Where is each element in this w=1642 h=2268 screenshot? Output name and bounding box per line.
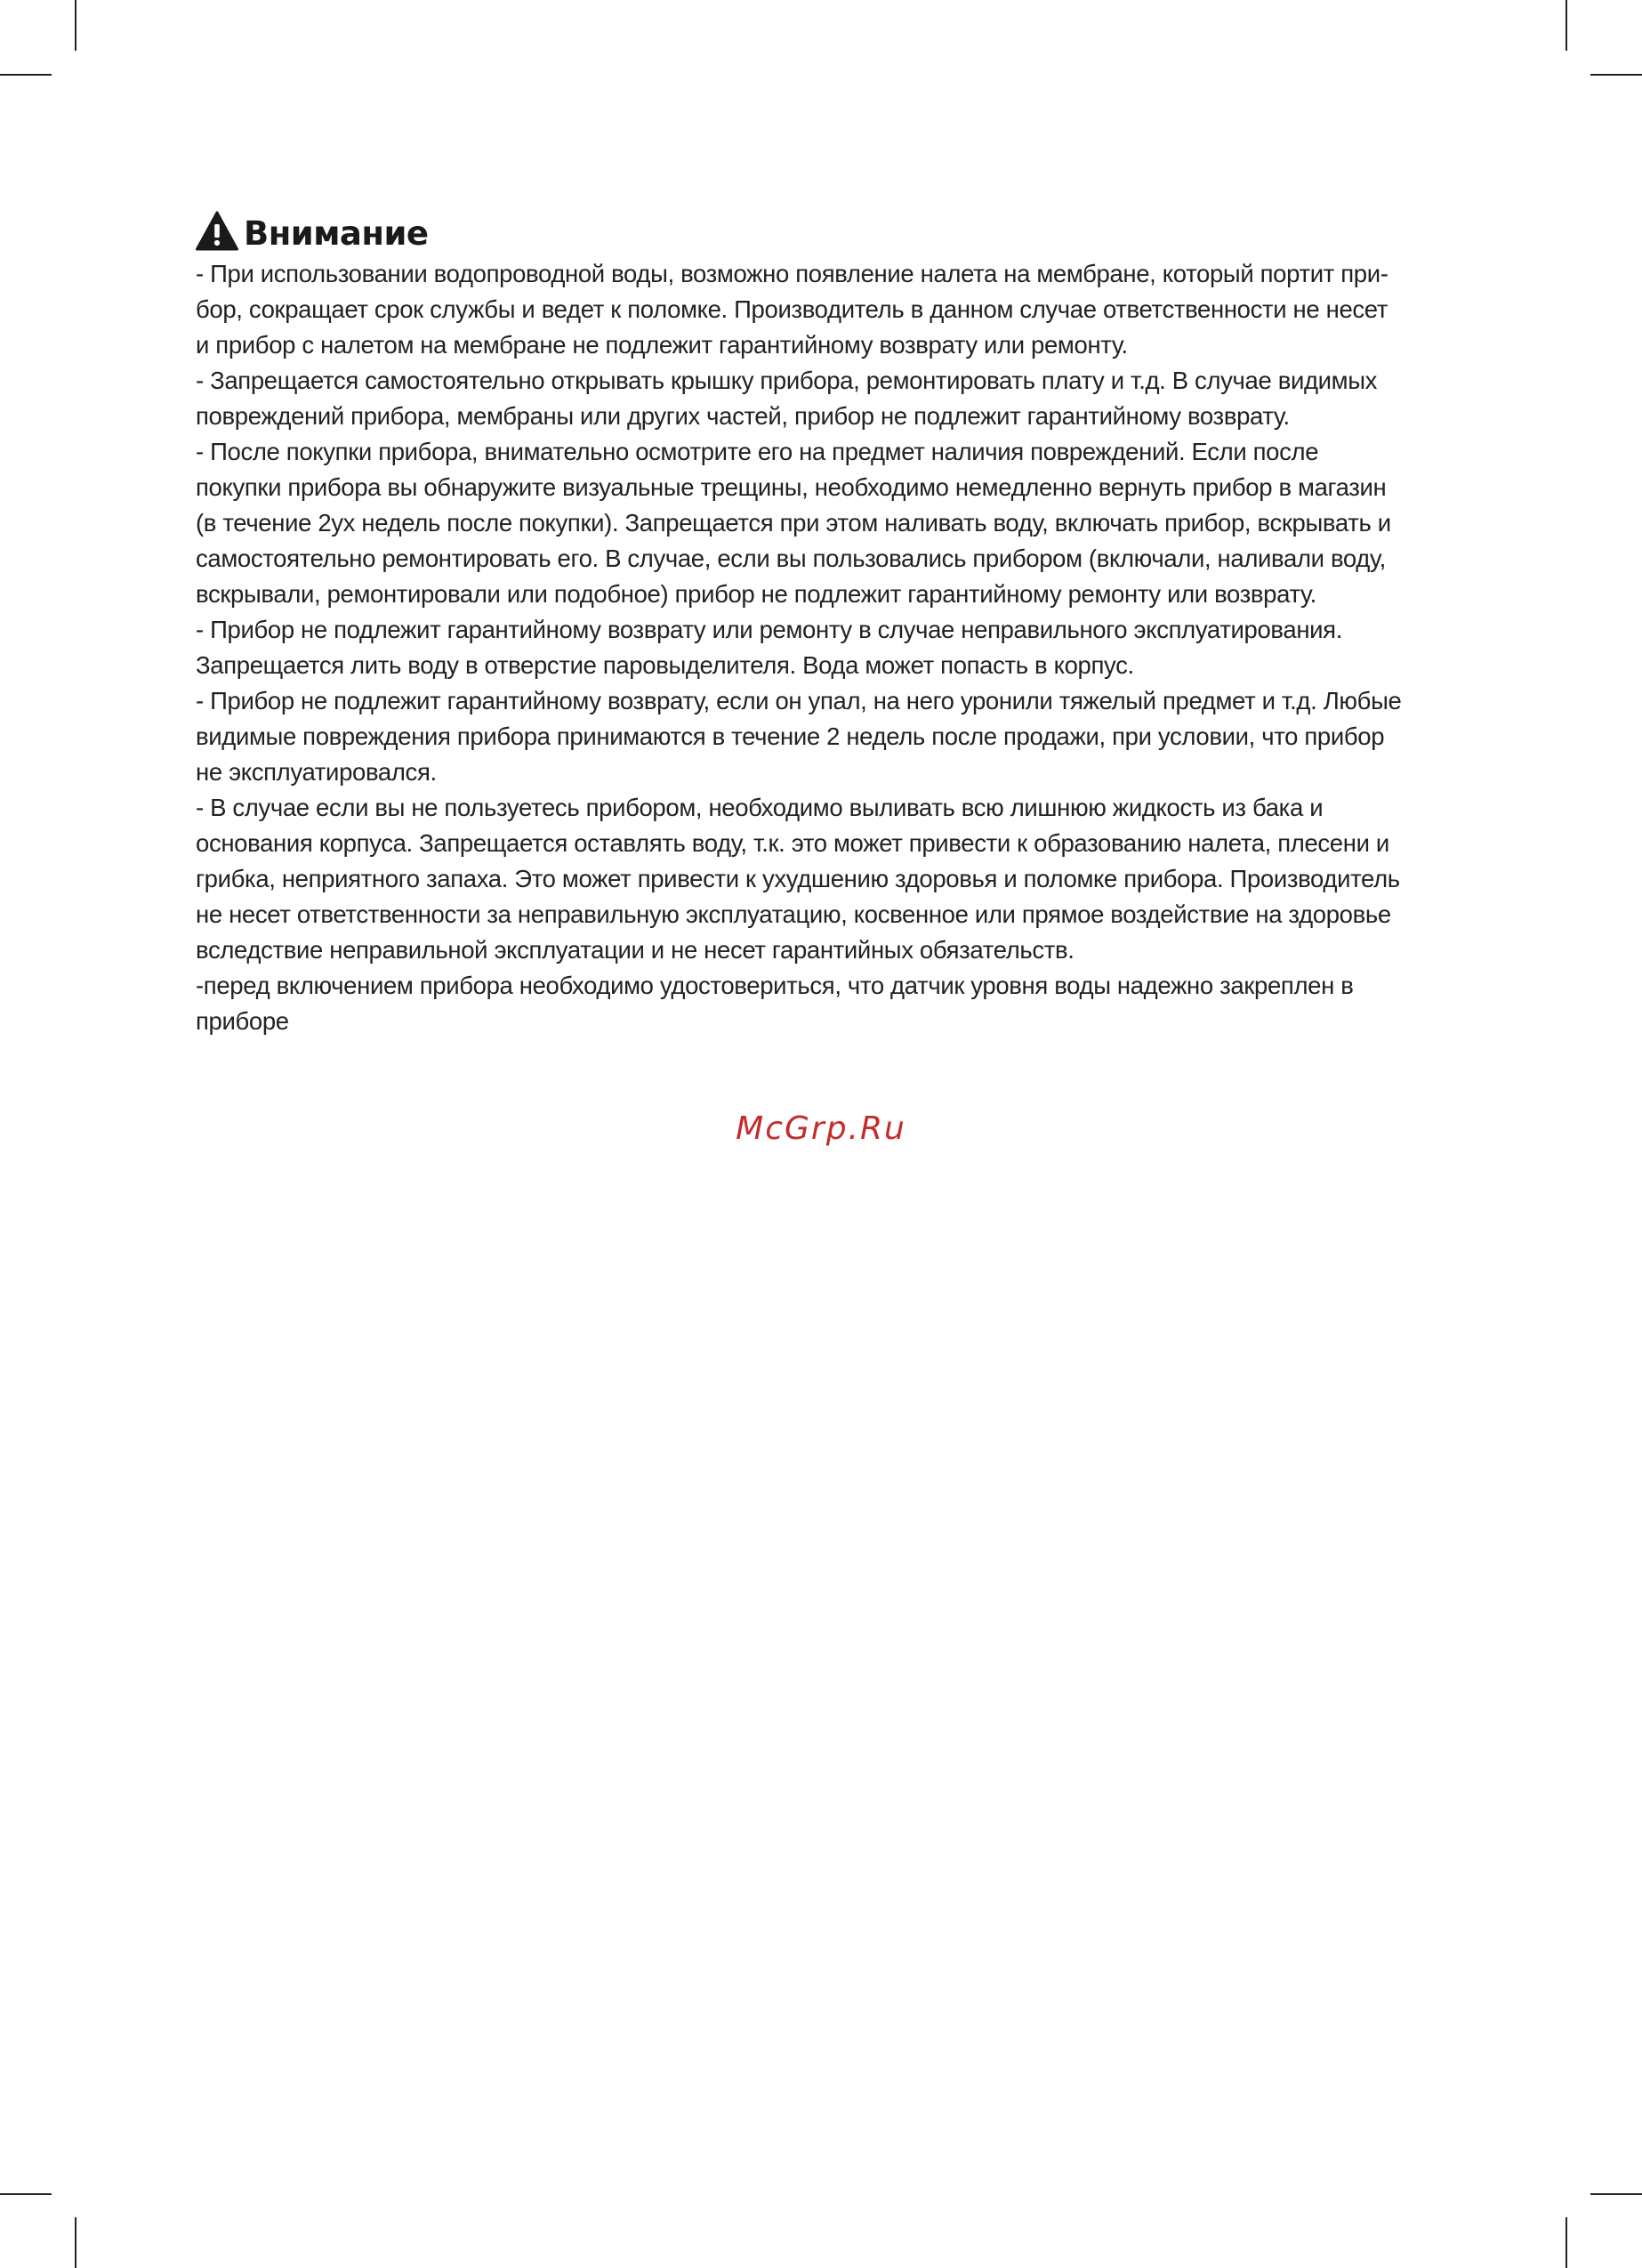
body-line: и прибор с налетом на мембране не подлежит гарантийному возврату или ремонту.: [196, 331, 1128, 359]
body-line: - При использовании водопроводной воды, возможно появление налета на мембране, который портит при-: [196, 260, 1388, 287]
body-line: приборе: [196, 1007, 289, 1035]
body-line: вскрывали, ремонтировали или подобное) прибор не подлежит гарантийному ремонту или возврату.: [196, 580, 1316, 608]
warning-heading: [196, 206, 1441, 256]
body-line: Запрещается лить воду в отверстие паровыделителя. Вода может попасть в корпус.: [196, 651, 1134, 679]
body-line: -перед включением прибора необходимо удостовериться, что датчик уровня воды надежно закреплен в: [196, 972, 1354, 999]
body-line: - В случае если вы не пользуетесь прибором, необходимо выливать всю лишнюю жидкость из бака и: [196, 794, 1324, 821]
warning-section: [196, 206, 1441, 1039]
body-line: (в течение 2ух недель после покупки). Запрещается при этом наливать воду, включать прибор, вскрывать и: [196, 509, 1391, 537]
crop-mark-bottom-left-horizontal: [0, 2193, 52, 2195]
warning-body: [196, 256, 1441, 1039]
body-line: покупки прибора вы обнаружите визуальные трещины, необходимо немедленно вернуть прибор в магазин: [196, 473, 1387, 501]
warning-title: Внимание: [244, 214, 429, 253]
body-line: повреждений прибора, мембраны или других частей, прибор не подлежит гарантийному возврату.: [196, 402, 1290, 430]
body-line: основания корпуса. Запрещается оставлять воду, т.к. это может привести к образованию налета, плесени и: [196, 829, 1389, 857]
crop-mark-bottom-right-horizontal: [1590, 2193, 1642, 2195]
body-line: видимые повреждения прибора принимаются в течение 2 недель после продажи, при условии, что прибор: [196, 722, 1385, 750]
body-line: не несет ответственности за неправильную эксплуатацию, косвенное или прямое воздействие на здоровье: [196, 900, 1391, 928]
body-line: - Прибор не подлежит гарантийному возврату или ремонту в случае неправильного эксплуатирования.: [196, 616, 1342, 643]
warning-triangle-icon: [196, 211, 238, 252]
crop-mark-top-left-horizontal: [0, 74, 52, 76]
body-line: самостоятельно ремонтировать его. В случае, если вы пользовались прибором (включали, наливали воду,: [196, 545, 1386, 572]
body-line: не эксплуатировался.: [196, 758, 437, 786]
body-line: вследствие неправильной эксплуатации и не несет гарантийных обязательств.: [196, 936, 1075, 964]
body-line: - Прибор не подлежит гарантийному возврату, если он упал, на него уронили тяжелый предмет и т.д. Любые: [196, 687, 1402, 714]
crop-mark-bottom-left-vertical: [75, 2217, 76, 2268]
body-line: - Запрещается самостоятельно открывать крышку прибора, ремонтировать плату и т.д. В случае видимых: [196, 367, 1378, 394]
body-line: - После покупки прибора, внимательно осмотрите его на предмет наличия повреждений. Если после: [196, 438, 1319, 465]
crop-mark-bottom-right-vertical: [1566, 2217, 1567, 2268]
watermark: McGrp.Ru: [736, 1110, 906, 1147]
crop-mark-top-right-vertical: [1566, 0, 1567, 51]
body-line: бор, сокращает срок службы и ведет к поломке. Производитель в данном случае ответственности не несет: [196, 295, 1388, 323]
body-line: грибка, неприятного запаха. Это может привести к ухудшению здоровья и поломке прибора. Производитель: [196, 865, 1400, 892]
crop-mark-top-left-vertical: [75, 0, 76, 51]
crop-mark-top-right-horizontal: [1590, 74, 1642, 76]
